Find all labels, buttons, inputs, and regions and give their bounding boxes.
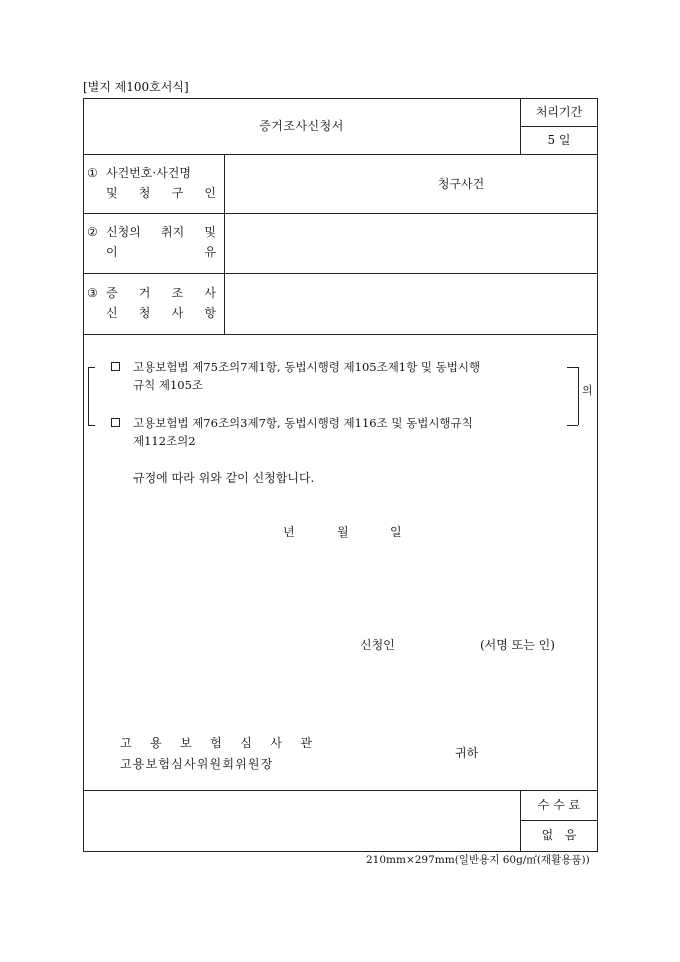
label-word: 신청의 xyxy=(106,225,141,239)
recipient-examiner xyxy=(120,736,312,750)
label-char: 인 xyxy=(204,186,216,200)
label-char: 조 xyxy=(171,286,184,300)
statement: 규정에 따라 위와 같이 신청합니다. xyxy=(133,471,315,485)
label-char: 청 xyxy=(138,186,151,200)
label-char: 사 xyxy=(270,736,282,750)
fee-value: 없 음 xyxy=(541,828,577,842)
divider xyxy=(83,334,598,335)
label-char: 용 xyxy=(150,736,162,750)
bracket-right xyxy=(567,367,578,368)
option-text: 고용보험법 제75조의7제1항, 동법시행령 제105조제1항 및 동법시행 xyxy=(133,360,481,374)
processing-period-label: 처리기간 xyxy=(535,105,583,119)
label-char: 사 xyxy=(204,286,216,300)
divider xyxy=(520,820,598,821)
recipient-committee: 고용보험심사위원회위원장 xyxy=(120,757,274,771)
label-char: 구 xyxy=(171,186,184,200)
bracket-left xyxy=(88,367,89,425)
bracket-left xyxy=(88,367,95,368)
divider xyxy=(83,273,598,274)
label-char: 사 xyxy=(171,306,184,320)
label-char: 항 xyxy=(204,306,216,320)
date-day[interactable]: 일 xyxy=(390,525,402,539)
option-text: 제112조의2 xyxy=(133,434,196,448)
label-word: 취지 xyxy=(161,225,185,239)
bracket-right xyxy=(567,425,578,426)
label-char: 및 xyxy=(106,186,118,200)
label-char: 관 xyxy=(300,736,312,750)
requester-label xyxy=(106,186,216,200)
case-value-field[interactable]: 청구사건 xyxy=(437,177,485,191)
row-number: ③ xyxy=(87,286,98,300)
paper-spec: 210mm×297mm(일반용지 60g/㎡(재활용품)) xyxy=(366,854,590,866)
reason-label xyxy=(106,245,216,259)
purpose-label xyxy=(106,225,216,239)
divider xyxy=(83,213,598,214)
signature-field[interactable]: (서명 또는 인) xyxy=(480,638,555,652)
checkbox[interactable] xyxy=(111,418,120,427)
label-char: 청 xyxy=(138,306,151,320)
applicant-label: 신청인 xyxy=(360,638,395,652)
date-year[interactable]: 년 xyxy=(283,525,295,539)
label-char: 이 xyxy=(106,245,118,259)
divider xyxy=(520,126,598,127)
option-text: 고용보험법 제76조의3제7항, 동법시행령 제116조 및 동법시행규칙 xyxy=(133,416,473,430)
bracket-suffix: 의 xyxy=(582,384,593,397)
application-label xyxy=(106,306,216,320)
label-char: 보 xyxy=(180,736,192,750)
option-text: 규칙 제105조 xyxy=(133,378,204,392)
label-char: 신 xyxy=(106,306,118,320)
label-char: 거 xyxy=(138,286,151,300)
case-number-label: 사건번호·사건명 xyxy=(106,166,191,180)
divider xyxy=(83,154,598,155)
fee-label: 수 수 료 xyxy=(537,798,581,812)
label-char: 유 xyxy=(204,245,216,259)
row-number: ① xyxy=(87,166,98,180)
label-char: 고 xyxy=(120,736,132,750)
label-char: 심 xyxy=(240,736,252,750)
form-number-label: [별지 제100호서식] xyxy=(83,80,189,94)
bracket-left xyxy=(88,425,95,426)
recipient-suffix: 귀하 xyxy=(455,746,479,760)
row-number: ② xyxy=(87,225,98,239)
form-title: 증거조사신청서 xyxy=(259,119,344,133)
date-month[interactable]: 월 xyxy=(337,525,349,539)
checkbox[interactable] xyxy=(111,362,120,371)
processing-period-value: 5 일 xyxy=(547,133,571,147)
bracket-right xyxy=(578,367,579,425)
label-char: 험 xyxy=(210,736,222,750)
evidence-label xyxy=(106,286,216,300)
label-char: 증 xyxy=(106,286,118,300)
label-word: 및 xyxy=(204,225,216,239)
